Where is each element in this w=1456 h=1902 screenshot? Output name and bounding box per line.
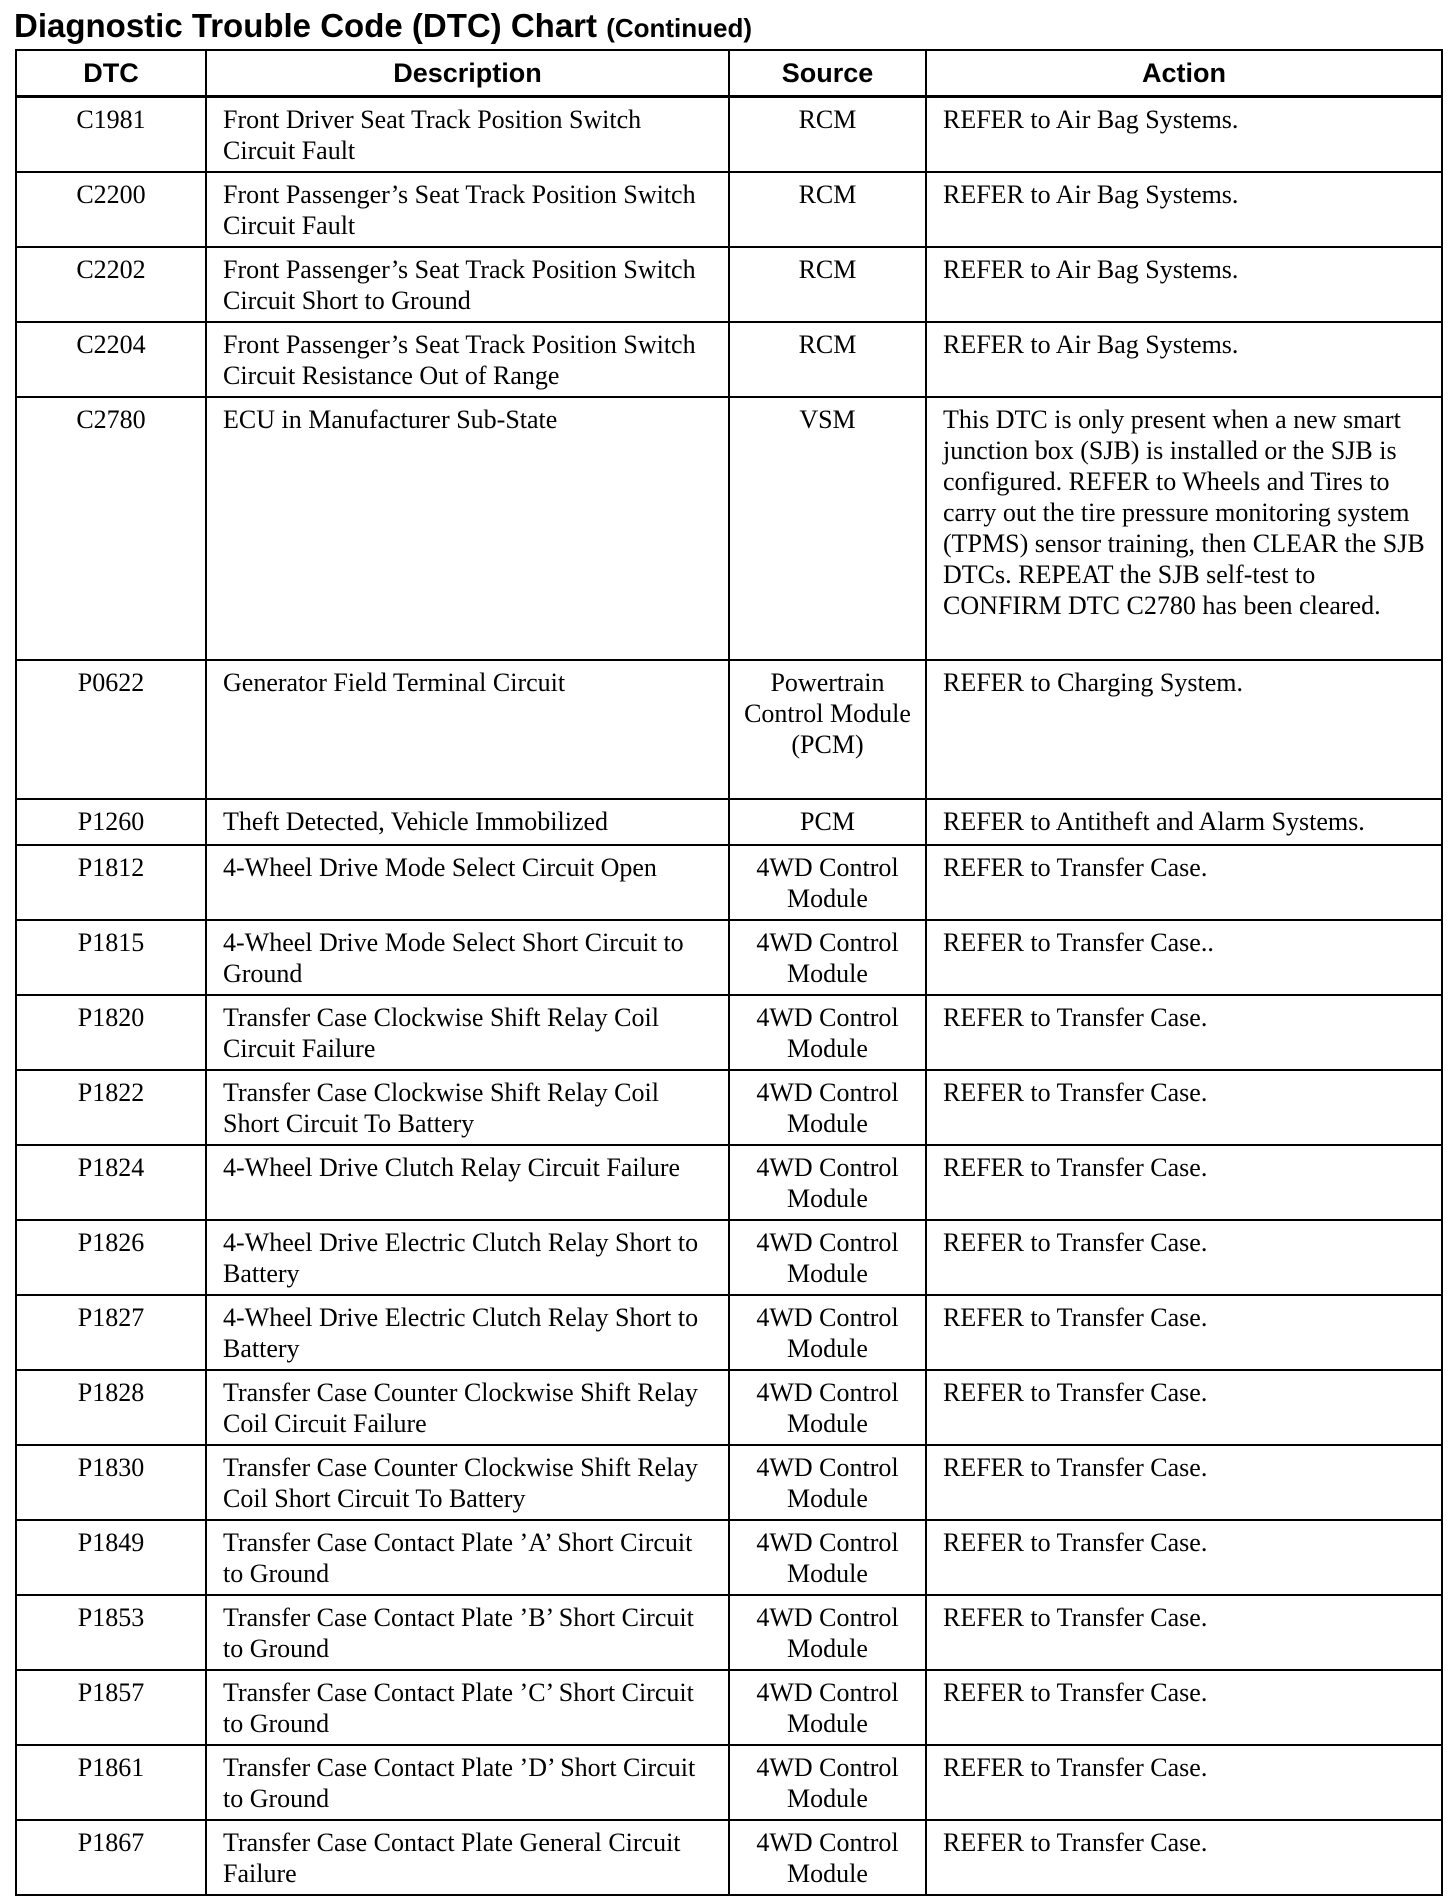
table-row: [16, 1295, 1442, 1370]
action-cell: REFER to Transfer Case.: [926, 1595, 1442, 1670]
dtc-code-cell: C2204: [16, 322, 206, 397]
action-cell: REFER to Transfer Case.: [926, 1370, 1442, 1445]
table-row: [16, 1370, 1442, 1445]
source-cell: RCM: [729, 97, 926, 173]
source-cell: PCM: [729, 799, 926, 845]
action-cell: REFER to Antitheft and Alarm Systems.: [926, 799, 1442, 845]
source-cell: RCM: [729, 247, 926, 322]
source-cell: 4WD Control Module: [729, 1595, 926, 1670]
dtc-code-cell: C2780: [16, 397, 206, 660]
action-cell: REFER to Transfer Case.: [926, 1220, 1442, 1295]
description-cell: Transfer Case Clockwise Shift Relay Coil Short Circuit To Battery: [206, 1070, 729, 1145]
description-cell: 4-Wheel Drive Mode Select Circuit Open: [206, 845, 729, 920]
source-cell: 4WD Control Module: [729, 1370, 926, 1445]
dtc-code-cell: P1861: [16, 1745, 206, 1820]
table-row: [16, 660, 1442, 799]
source-cell: 4WD Control Module: [729, 1220, 926, 1295]
description-cell: Transfer Case Contact Plate ’D’ Short Circuit to Ground: [206, 1745, 729, 1820]
source-cell: RCM: [729, 172, 926, 247]
source-cell: 4WD Control Module: [729, 1820, 926, 1895]
dtc-code-cell: P1830: [16, 1445, 206, 1520]
dtc-code-cell: P1853: [16, 1595, 206, 1670]
dtc-code-cell: P1857: [16, 1670, 206, 1745]
table-row: [16, 247, 1442, 322]
action-cell: REFER to Transfer Case.: [926, 1745, 1442, 1820]
source-cell: 4WD Control Module: [729, 920, 926, 995]
dtc-code-cell: P0622: [16, 660, 206, 799]
action-cell: REFER to Transfer Case.: [926, 1820, 1442, 1895]
action-cell: REFER to Transfer Case.: [926, 995, 1442, 1070]
dtc-code-cell: P1826: [16, 1220, 206, 1295]
dtc-code-cell: P1849: [16, 1520, 206, 1595]
source-cell: 4WD Control Module: [729, 995, 926, 1070]
source-cell: 4WD Control Module: [729, 1520, 926, 1595]
column-header-source: Source: [729, 50, 926, 97]
dtc-code-cell: P1867: [16, 1820, 206, 1895]
source-cell: 4WD Control Module: [729, 1670, 926, 1745]
table-row: [16, 172, 1442, 247]
table-row: [16, 1670, 1442, 1745]
source-cell: VSM: [729, 397, 926, 660]
description-cell: Transfer Case Counter Clockwise Shift Relay Coil Short Circuit To Battery: [206, 1445, 729, 1520]
description-cell: Generator Field Terminal Circuit: [206, 660, 729, 799]
description-cell: Transfer Case Contact Plate ’A’ Short Circuit to Ground: [206, 1520, 729, 1595]
description-cell: Theft Detected, Vehicle Immobilized: [206, 799, 729, 845]
description-cell: Front Driver Seat Track Position Switch Circuit Fault: [206, 97, 729, 173]
action-cell: REFER to Air Bag Systems.: [926, 322, 1442, 397]
dtc-code-cell: P1822: [16, 1070, 206, 1145]
table-header-row: [16, 50, 1442, 97]
dtc-code-cell: P1820: [16, 995, 206, 1070]
source-cell: 4WD Control Module: [729, 845, 926, 920]
column-header-action: Action: [926, 50, 1442, 97]
action-cell: REFER to Transfer Case.: [926, 1670, 1442, 1745]
action-cell: REFER to Air Bag Systems.: [926, 172, 1442, 247]
dtc-code-cell: P1812: [16, 845, 206, 920]
source-cell: 4WD Control Module: [729, 1745, 926, 1820]
page-title-suffix: (Continued): [606, 13, 753, 43]
dtc-code-cell: P1824: [16, 1145, 206, 1220]
action-cell: REFER to Charging System.: [926, 660, 1442, 799]
description-cell: Transfer Case Counter Clockwise Shift Relay Coil Circuit Failure: [206, 1370, 729, 1445]
table-row: [16, 1745, 1442, 1820]
source-cell: 4WD Control Module: [729, 1070, 926, 1145]
table-row: [16, 995, 1442, 1070]
action-cell: REFER to Transfer Case.: [926, 1445, 1442, 1520]
page-title-text: Diagnostic Trouble Code (DTC) Chart: [14, 7, 598, 44]
description-cell: Transfer Case Contact Plate ’C’ Short Circuit to Ground: [206, 1670, 729, 1745]
description-cell: 4-Wheel Drive Mode Select Short Circuit to Ground: [206, 920, 729, 995]
table-row: [16, 1595, 1442, 1670]
table-row: [16, 1070, 1442, 1145]
table-row: [16, 1520, 1442, 1595]
description-cell: Transfer Case Contact Plate General Circuit Failure: [206, 1820, 729, 1895]
action-cell: REFER to Transfer Case.: [926, 1070, 1442, 1145]
source-cell: Powertrain Control Module (PCM): [729, 660, 926, 799]
table-row: [16, 1145, 1442, 1220]
column-header-dtc: DTC: [16, 50, 206, 97]
description-cell: Front Passenger’s Seat Track Position Switch Circuit Fault: [206, 172, 729, 247]
table-row: [16, 845, 1442, 920]
dtc-code-cell: C2200: [16, 172, 206, 247]
description-cell: Transfer Case Contact Plate ’B’ Short Circuit to Ground: [206, 1595, 729, 1670]
description-cell: ECU in Manufacturer Sub-State: [206, 397, 729, 660]
action-cell: REFER to Transfer Case.: [926, 1520, 1442, 1595]
description-cell: Transfer Case Clockwise Shift Relay Coil Circuit Failure: [206, 995, 729, 1070]
source-cell: 4WD Control Module: [729, 1445, 926, 1520]
dtc-table: [15, 49, 1443, 1896]
action-cell: REFER to Air Bag Systems.: [926, 247, 1442, 322]
source-cell: 4WD Control Module: [729, 1295, 926, 1370]
dtc-code-cell: P1827: [16, 1295, 206, 1370]
source-cell: RCM: [729, 322, 926, 397]
dtc-code-cell: P1828: [16, 1370, 206, 1445]
description-cell: Front Passenger’s Seat Track Position Switch Circuit Resistance Out of Range: [206, 322, 729, 397]
dtc-code-cell: C1981: [16, 97, 206, 173]
source-cell: 4WD Control Module: [729, 1145, 926, 1220]
dtc-code-cell: P1260: [16, 799, 206, 845]
action-cell: REFER to Transfer Case.: [926, 1145, 1442, 1220]
table-row: [16, 322, 1442, 397]
table-row: [16, 1820, 1442, 1895]
page-title: [14, 4, 752, 50]
description-cell: 4-Wheel Drive Electric Clutch Relay Short to Battery: [206, 1295, 729, 1370]
description-cell: 4-Wheel Drive Clutch Relay Circuit Failure: [206, 1145, 729, 1220]
action-cell: REFER to Air Bag Systems.: [926, 97, 1442, 173]
column-header-description: Description: [206, 50, 729, 97]
dtc-code-cell: C2202: [16, 247, 206, 322]
description-cell: Front Passenger’s Seat Track Position Switch Circuit Short to Ground: [206, 247, 729, 322]
action-cell: REFER to Transfer Case..: [926, 920, 1442, 995]
action-cell: REFER to Transfer Case.: [926, 845, 1442, 920]
table-row: [16, 97, 1442, 173]
dtc-code-cell: P1815: [16, 920, 206, 995]
table-row: [16, 1445, 1442, 1520]
action-cell: REFER to Transfer Case.: [926, 1295, 1442, 1370]
table-row: [16, 920, 1442, 995]
table-row: [16, 799, 1442, 845]
description-cell: 4-Wheel Drive Electric Clutch Relay Short to Battery: [206, 1220, 729, 1295]
table-row: [16, 397, 1442, 660]
action-cell: This DTC is only present when a new smart junction box (SJB) is installed or the SJB is configured. REFER to Wheels and Tires to carry out the tire pressure monitoring system (TPMS) sensor training, then CLEAR the SJB DTCs. REPEAT the SJB self-test to CONFIRM DTC C2780 has been cleared.: [926, 397, 1442, 660]
table-row: [16, 1220, 1442, 1295]
